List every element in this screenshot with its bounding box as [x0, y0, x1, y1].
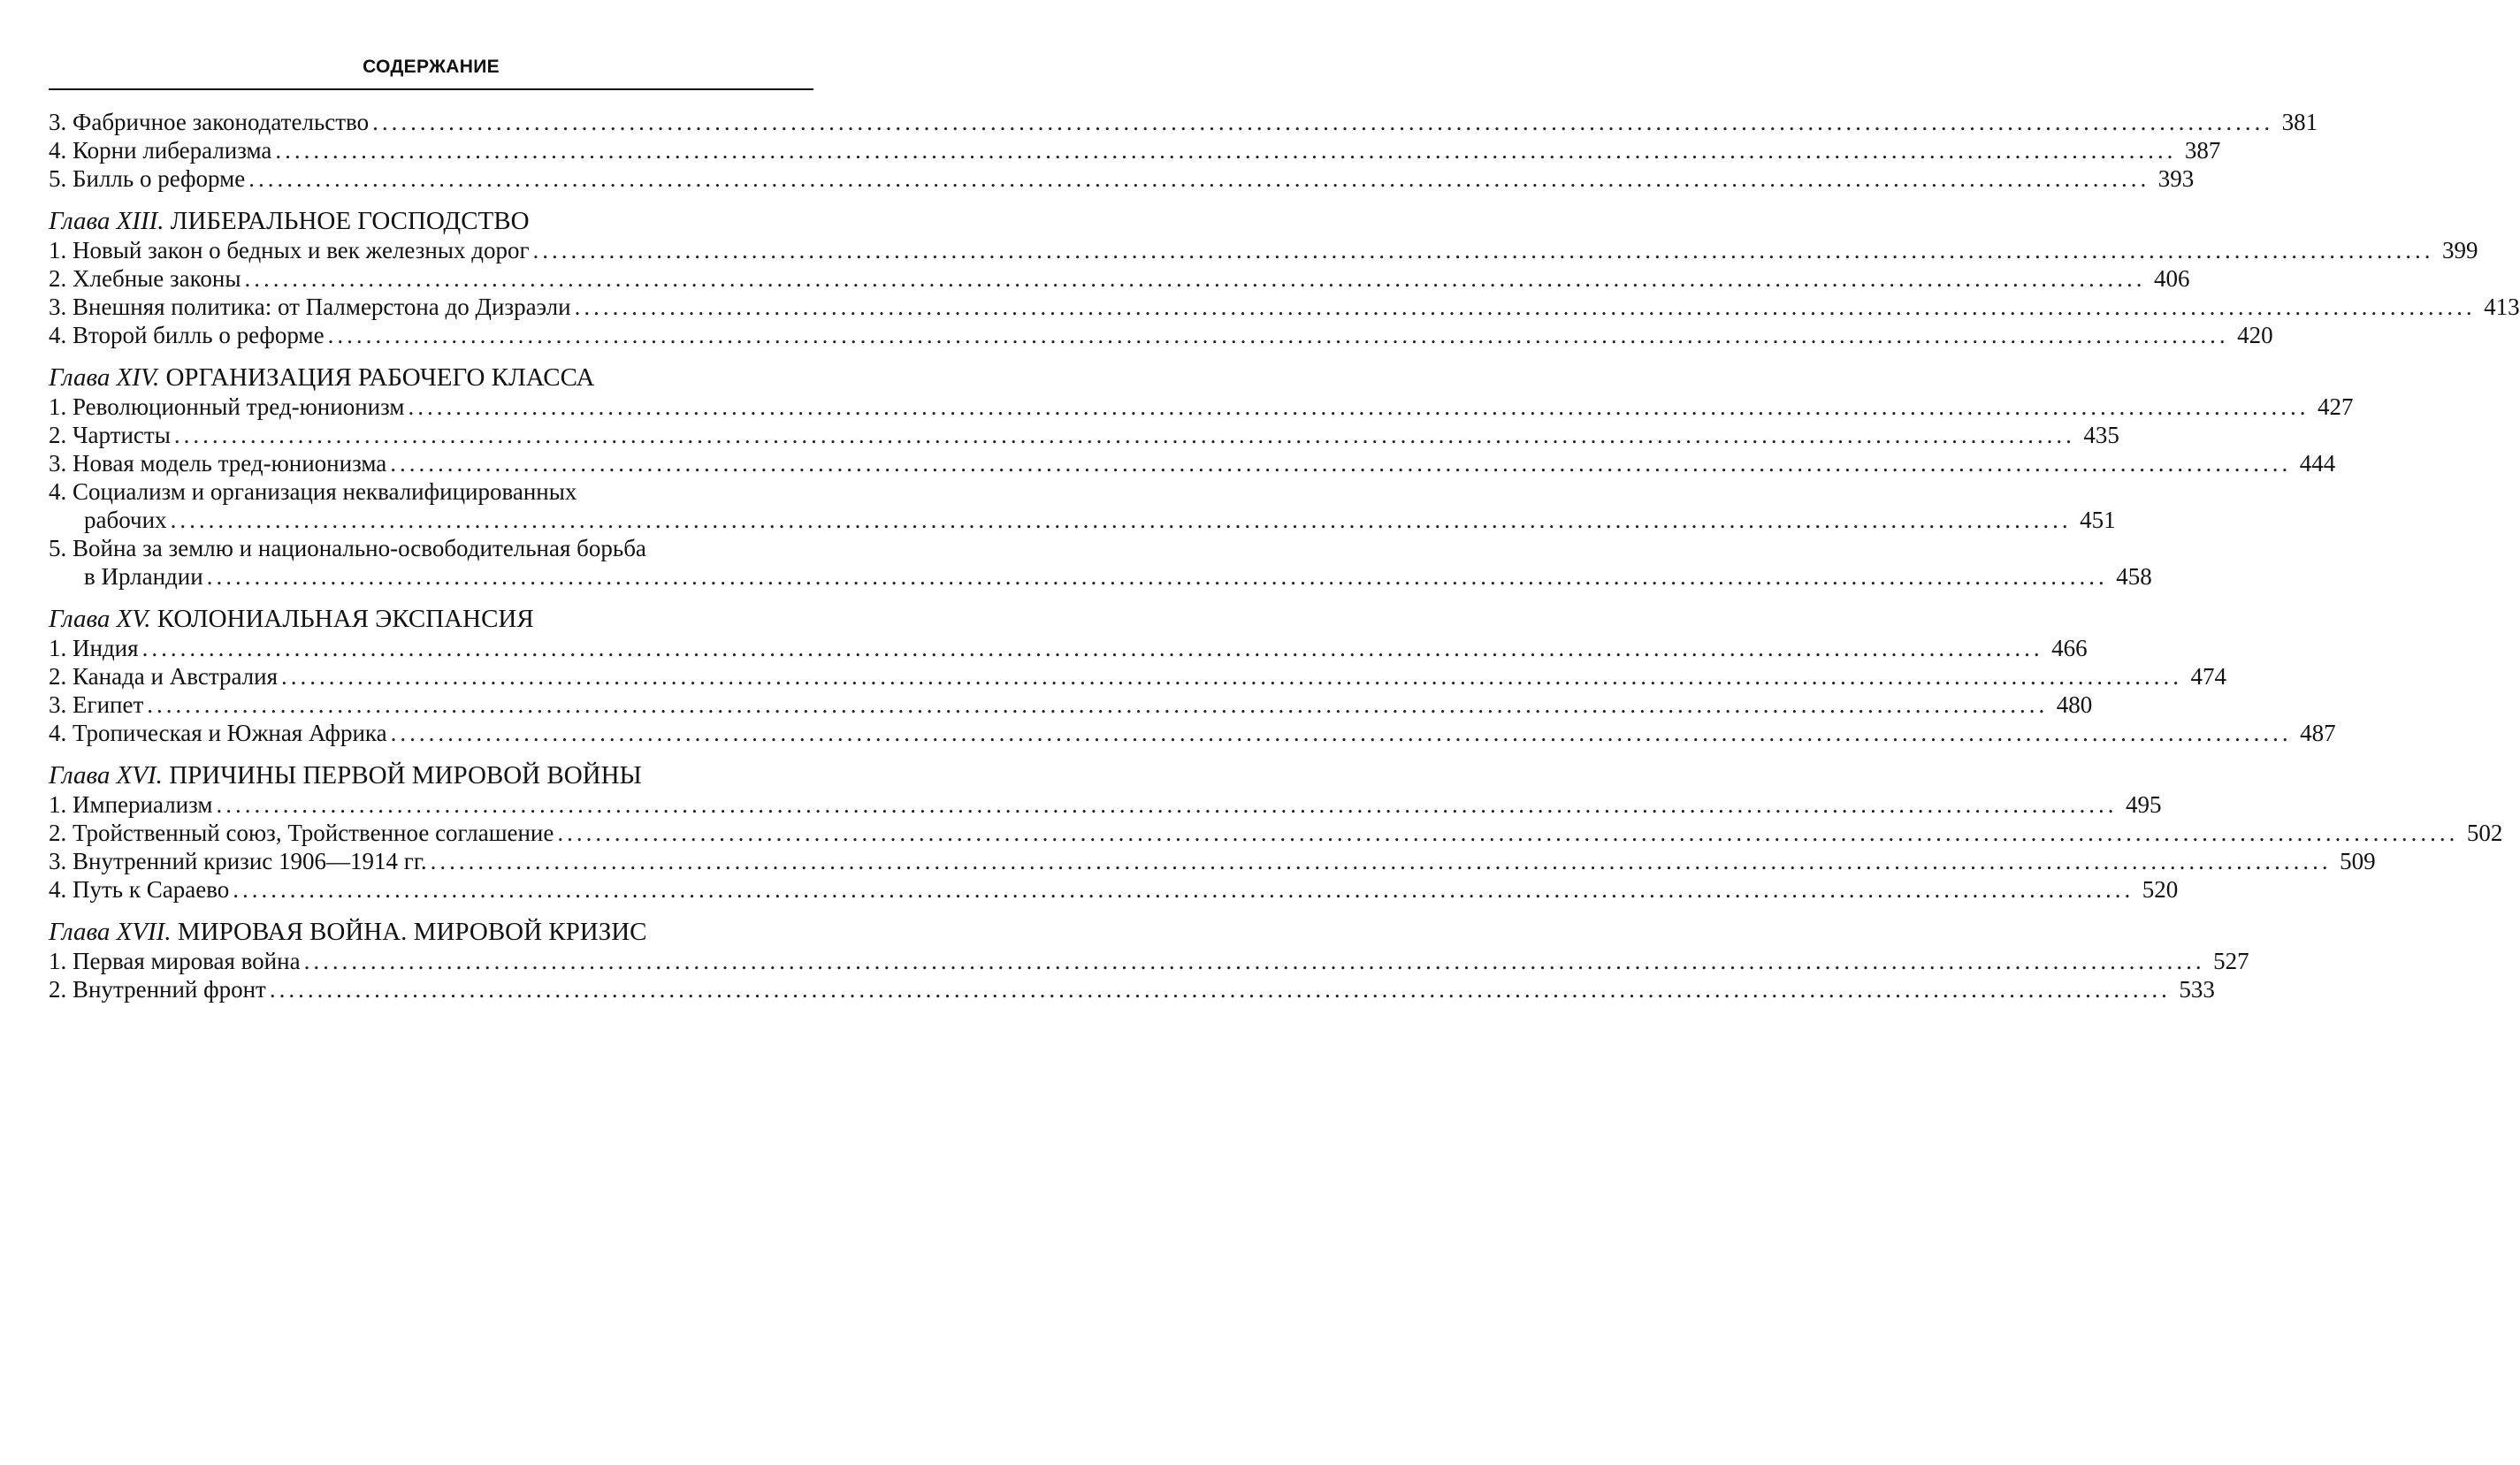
entry-page: 502: [2466, 820, 2503, 846]
entry-label: 1. Первая мировая война: [49, 948, 301, 974]
leader-dots: ........................................................................................................................................................................................................: [269, 976, 2171, 1003]
chapter-section: [49, 207, 2520, 349]
entry-label-line1: 4. Социализм и организация неквалифицированных: [49, 478, 577, 505]
entry-label: 3. Внутренний кризис 1906—1914 гг.: [49, 848, 427, 874]
entry-label: 3. Египет: [49, 691, 144, 718]
chapter-heading[interactable]: [49, 918, 813, 946]
entry-label-line2: рабочих: [84, 507, 167, 533]
leader-dots: ........................................................................................................................................................................................................: [574, 294, 2476, 320]
entry-page: 427: [2317, 393, 2354, 420]
chapter-title: ОРГАНИЗАЦИЯ РАБОЧЕГО КЛАССА: [165, 363, 595, 392]
chapter-title: КОЛОНИАЛЬНАЯ ЭКСПАНСИЯ: [157, 605, 534, 633]
leader-dots: ........................................................................................................................................................................................................: [275, 137, 2177, 164]
leader-dots: ........................................................................................................................................................................................................: [430, 848, 2332, 874]
entry-page: 520: [2142, 876, 2179, 903]
chapter-heading[interactable]: [49, 605, 813, 633]
toc-entry[interactable]: [49, 393, 2354, 421]
toc-entry[interactable]: [49, 534, 2152, 591]
entry-label: 3. Фабричное законодательство: [49, 109, 370, 135]
chapter-number: Глава XIV.: [49, 363, 160, 392]
toc-entry[interactable]: [49, 790, 2162, 819]
entry-label: 1. Новый закон о бедных и век железных дорог: [49, 237, 530, 263]
toc-entry[interactable]: [49, 321, 2273, 349]
chapter-section: [49, 918, 2249, 1003]
chapter-title: МИРОВАЯ ВОЙНА. МИРОВОЙ КРИЗИС: [177, 918, 647, 946]
leader-dots: ........................................................................................................................................................................................................: [557, 820, 2459, 846]
toc-entry[interactable]: [49, 719, 2336, 747]
toc-entry[interactable]: [49, 947, 2249, 975]
toc-entry[interactable]: [49, 634, 2088, 662]
intro-section: [49, 108, 2318, 193]
entry-label: 4. Корни либерализма: [49, 137, 272, 164]
entry-label: 2. Чартисты: [49, 422, 171, 448]
entry-label: 4. Тропическая и Южная Африка: [49, 720, 387, 746]
leader-dots: ........................................................................................................................................................................................................: [233, 876, 2134, 903]
entry-page: 413: [2484, 294, 2520, 320]
chapter-number: Глава XV.: [49, 605, 151, 633]
entry-page: 474: [2190, 663, 2227, 690]
entry-label: 2. Тройственный союз, Тройственное соглашение: [49, 820, 554, 846]
entry-page: 451: [2080, 507, 2116, 533]
toc-entry[interactable]: [49, 847, 2376, 875]
leader-dots: ........................................................................................................................................................................................................: [147, 691, 2049, 718]
leader-dots: ........................................................................................................................................................................................................: [281, 663, 2183, 690]
entry-page: 444: [2299, 450, 2336, 477]
chapter-heading[interactable]: [49, 761, 813, 790]
toc-entry[interactable]: [49, 477, 2116, 534]
entry-label: 5. Билль о реформе: [49, 165, 246, 192]
header-rule: [49, 88, 813, 90]
leader-dots: ........................................................................................................................................................................................................: [206, 563, 2108, 590]
toc-entry[interactable]: [49, 875, 2179, 904]
leader-dots: ........................................................................................................................................................................................................: [408, 393, 2310, 420]
toc-entry[interactable]: [49, 293, 2520, 321]
leader-dots: ........................................................................................................................................................................................................: [327, 322, 2229, 348]
entry-page: 533: [2179, 976, 2215, 1003]
running-head: СОДЕРЖАНИЕ: [363, 57, 500, 77]
toc-entry[interactable]: [49, 136, 2221, 164]
entry-page: 387: [2184, 137, 2221, 164]
entry-page: 480: [2056, 691, 2093, 718]
entry-label: 2. Внутренний фронт: [49, 976, 266, 1003]
chapter-heading[interactable]: [49, 207, 813, 235]
entry-page: 399: [2442, 237, 2478, 263]
chapter-section: [49, 363, 2354, 591]
toc-entry[interactable]: [49, 975, 2215, 1003]
leader-dots: ........................................................................................................................................................................................................: [303, 948, 2205, 974]
leader-dots: ........................................................................................................................................................................................................: [173, 422, 2075, 448]
entry-page: 487: [2300, 720, 2336, 746]
entry-page: 458: [2116, 563, 2152, 590]
entry-page: 406: [2154, 265, 2190, 292]
leader-dots: ........................................................................................................................................................................................................: [390, 450, 2292, 477]
leader-dots: ........................................................................................................................................................................................................: [248, 165, 2150, 192]
entry-label: 1. Революционный тред-юнионизм: [49, 393, 405, 420]
leader-dots: ........................................................................................................................................................................................................: [216, 791, 2118, 818]
entry-page: 381: [2281, 109, 2318, 135]
leader-dots: ........................................................................................................................................................................................................: [141, 635, 2043, 661]
chapter-title: ЛИБЕРАЛЬНОЕ ГОСПОДСТВО: [170, 207, 530, 235]
toc-entry[interactable]: [49, 164, 2195, 193]
chapter-section: [49, 761, 2503, 904]
entry-label: 1. Империализм: [49, 791, 213, 818]
chapter-title: ПРИЧИНЫ ПЕРВОЙ МИРОВОЙ ВОЙНЫ: [169, 761, 642, 790]
toc-entry[interactable]: [49, 108, 2318, 136]
entry-label: 3. Внешняя политика: от Палмерстона до Дизраэли: [49, 294, 571, 320]
toc-entry[interactable]: [49, 264, 2190, 293]
entry-page: 527: [2213, 948, 2249, 974]
entry-label: 2. Канада и Австралия: [49, 663, 279, 690]
entry-label: 3. Новая модель тред-юнионизма: [49, 450, 387, 477]
toc-entry[interactable]: [49, 662, 2227, 691]
entry-page: 435: [2083, 422, 2119, 448]
entry-page: 420: [2237, 322, 2273, 348]
toc-page: [49, 51, 2520, 1018]
toc-entry[interactable]: [49, 691, 2093, 719]
toc-entry[interactable]: [49, 236, 2478, 264]
entry-label: 2. Хлебные законы: [49, 265, 241, 292]
entry-page: 466: [2051, 635, 2088, 661]
leader-dots: ........................................................................................................................................................................................................: [372, 109, 2274, 135]
toc-entry[interactable]: [49, 449, 2336, 477]
leader-dots: ........................................................................................................................................................................................................: [244, 265, 2146, 292]
entry-page: 509: [2340, 848, 2376, 874]
toc-entry[interactable]: [49, 421, 2119, 449]
leader-dots: ........................................................................................................................................................................................................: [170, 507, 2072, 533]
chapter-heading[interactable]: [49, 363, 813, 392]
entry-label: 4. Второй билль о реформе: [49, 322, 325, 348]
entry-label: 1. Индия: [49, 635, 139, 661]
toc-entry[interactable]: [49, 819, 2503, 847]
chapter-section: [49, 605, 2336, 747]
leader-dots: ........................................................................................................................................................................................................: [390, 720, 2292, 746]
chapter-number: Глава XIII.: [49, 207, 164, 235]
entry-page: 393: [2157, 165, 2195, 192]
entry-label: 4. Путь к Сараево: [49, 876, 230, 903]
chapter-number: Глава XVI.: [49, 761, 163, 790]
chapter-number: Глава XVII.: [49, 918, 172, 946]
leader-dots: ........................................................................................................................................................................................................: [532, 237, 2434, 263]
entry-page: 495: [2125, 791, 2162, 818]
entry-label-line1: 5. Война за землю и национально-освободительная борьба: [49, 535, 646, 561]
entry-label-line2: в Ирландии: [84, 563, 203, 590]
